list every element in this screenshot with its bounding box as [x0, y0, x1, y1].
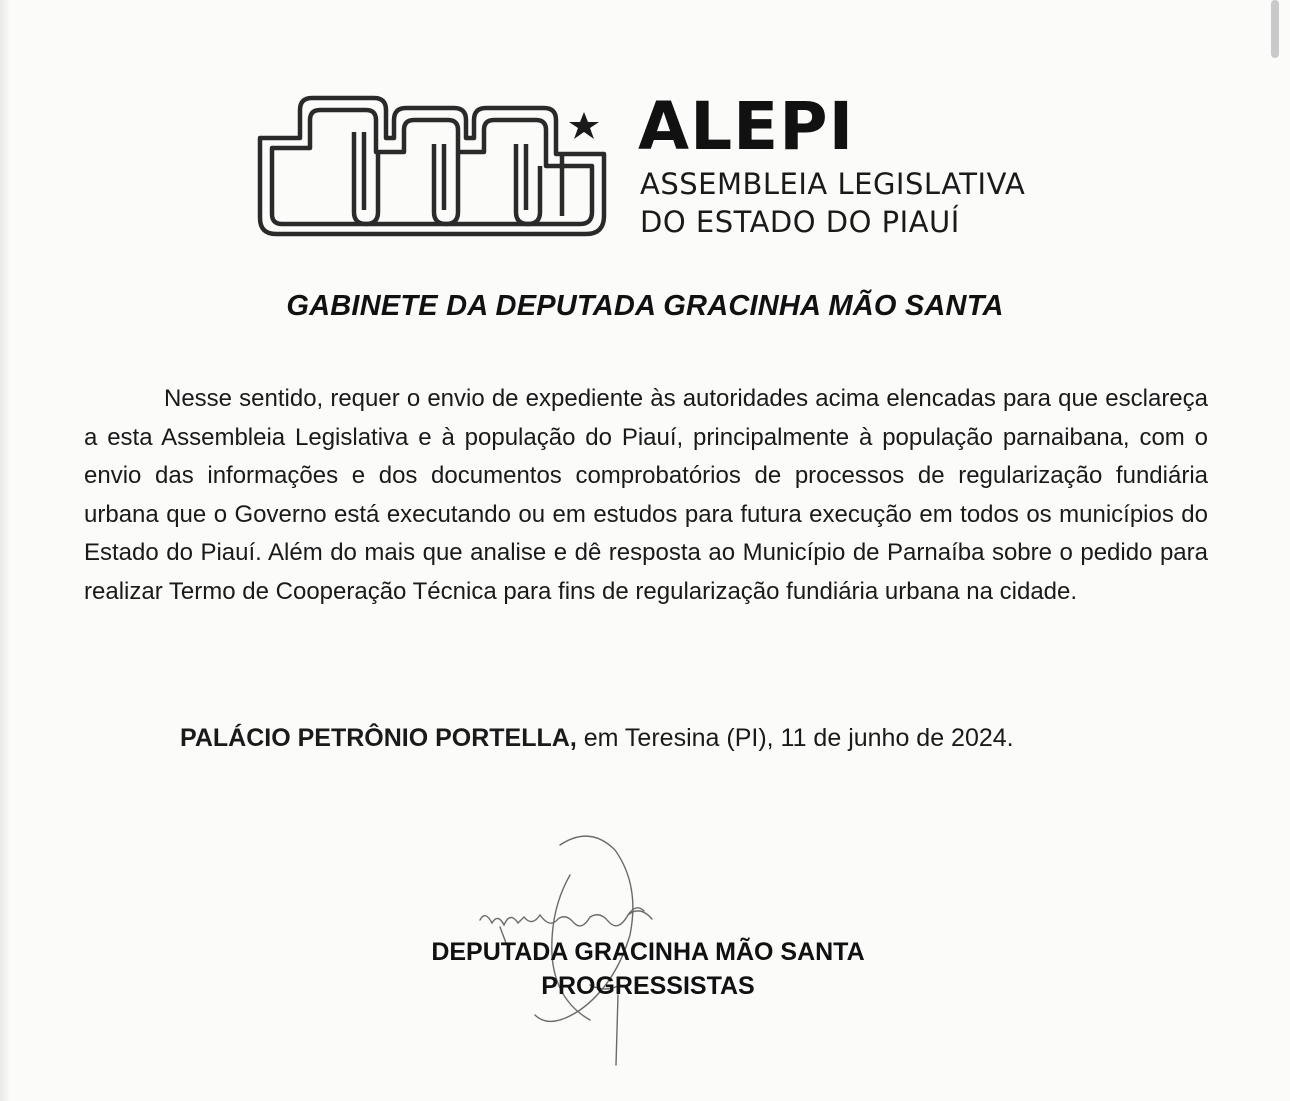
closing-date: em Teresina (PI), 11 de junho de 2024.	[576, 724, 1014, 752]
office-heading: GABINETE DA DEPUTADA GRACINHA MÃO SANTA	[286, 290, 1004, 322]
signatory-name: DEPUTADA GRACINHA MÃO SANTA	[431, 938, 865, 966]
closing-place: PALÁCIO PETRÔNIO PORTELLA,	[180, 724, 577, 752]
brand-subtitle-line2: DO ESTADO DO PIAUÍ	[640, 205, 960, 239]
alepi-building-logo-icon	[254, 92, 614, 242]
closing-line	[180, 724, 1014, 753]
signatory-party: PROGRESSISTAS	[541, 972, 755, 1000]
page-edge-shadow	[0, 0, 10, 1101]
scrollbar-thumb[interactable]	[1271, 0, 1279, 58]
brand-subtitle-line1: ASSEMBLEIA LEGISLATIVA	[640, 167, 1026, 201]
brand-title: ALEPI	[638, 88, 855, 165]
body-paragraph: Nesse sentido, requer o envio de expediente às autoridades acima elencadas para que esclareça a esta Assembleia Legislativa e à população do Piauí, principalmente à população parnaibana, com o envio das informações e dos documentos comprobatórios de processos de regularização fundiária urbana que o Governo está executando ou em estudos para futura execução em todos os municípios do Estado do Piauí. Além do mais que analise e dê resposta ao Município de Parnaíba sobre o pedido para realizar Termo de Cooperação Técnica para fins de regularização fundiária urbana na cidade.	[84, 385, 1208, 605]
